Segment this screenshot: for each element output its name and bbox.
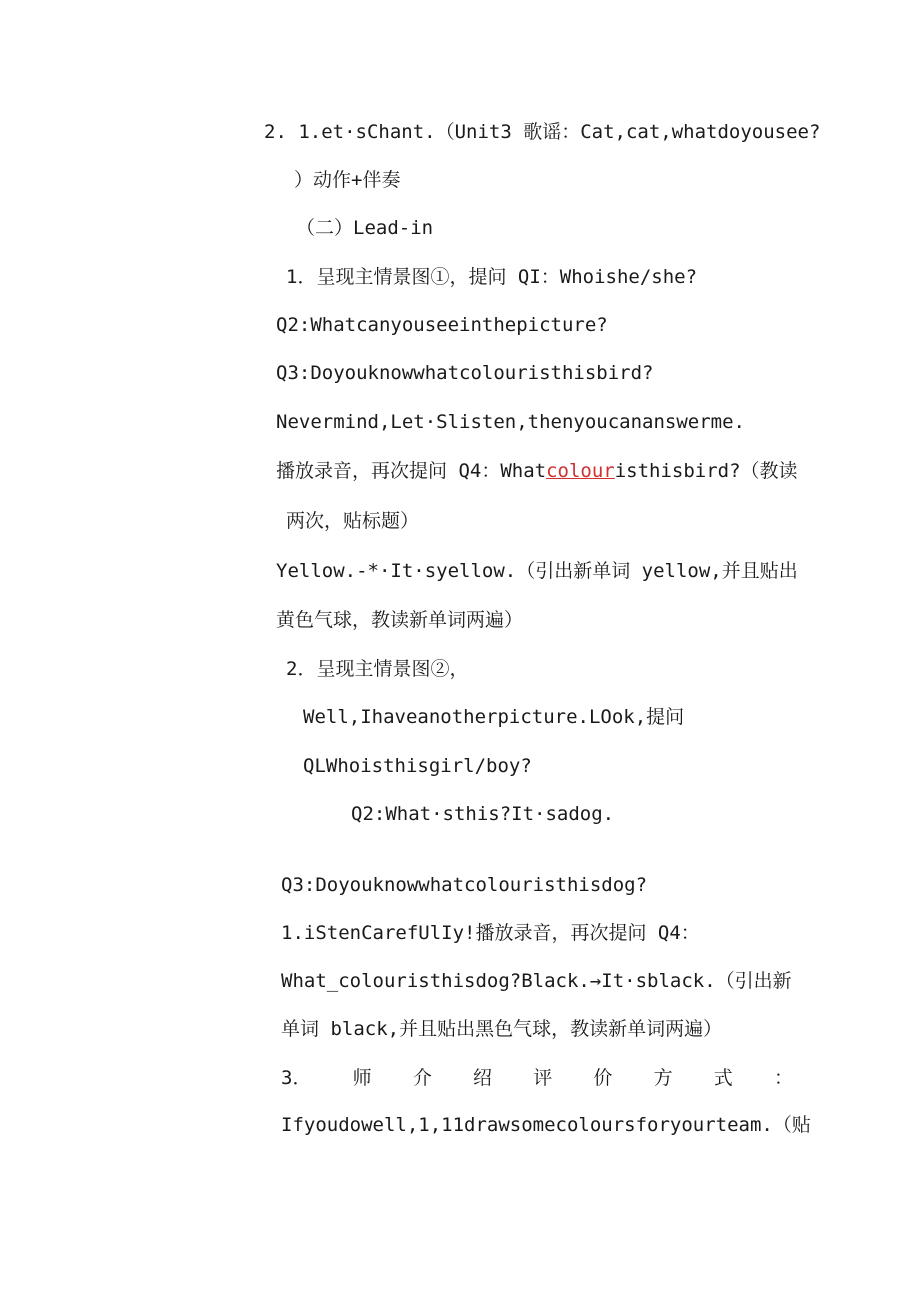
text-line: 单词 black,并且贴出黑色气球，教读新单词两遍） <box>281 1018 723 1040</box>
text-line: 2．呈现主情景图②， <box>286 658 469 680</box>
text-line: Q3:Doyouknowwhatcolouristhisdog? <box>281 874 648 896</box>
text-segment: 播放录音，再次提问 Q4：What <box>276 460 547 482</box>
text-char: 绍 <box>473 1067 493 1089</box>
text-char: ： <box>773 1067 793 1089</box>
text-line: 两次，贴标题） <box>286 510 420 532</box>
text-char: 式 <box>713 1067 733 1089</box>
text-char: 3． <box>281 1067 312 1089</box>
text-char: 介 <box>412 1067 432 1089</box>
text-line-spread <box>281 1066 793 1090</box>
text-line: Yellow.-*·It·syellow.（引出新单词 yellow,并且贴出 <box>276 560 798 582</box>
text-char: 价 <box>593 1067 613 1089</box>
text-char: 评 <box>533 1067 553 1089</box>
text-line: Q2:What·sthis?It·sadog. <box>351 803 615 825</box>
text-line: 黄色气球，教读新单词两遍） <box>276 609 524 631</box>
text-line: ）动作+伴奏 <box>294 169 401 191</box>
text-char: 方 <box>653 1067 673 1089</box>
text-line: Ifyoudowell,1,11drawsomecoloursforyourteam.（贴 <box>281 1114 811 1136</box>
text-line: 1．呈现主情景图①，提问 QI：Whoishe/she? <box>286 266 698 288</box>
text-line: （二）Lead-in <box>296 217 434 239</box>
text-line: QLWhoisthisgirl/boy? <box>303 755 532 777</box>
text-line: Well,Ihaveanotherpicture.LOok,提问 <box>303 706 685 728</box>
text-char: 师 <box>352 1067 372 1089</box>
text-line: Nevermind,Let·Slisten,thenyoucananswerme. <box>276 411 745 433</box>
text-segment: isthisbird?（教读 <box>614 460 798 482</box>
text-line: 1.iStenCarefUlIy!播放录音，再次提问 Q4： <box>281 922 700 944</box>
highlighted-word: colour <box>546 460 615 482</box>
text-line <box>276 459 798 483</box>
text-line: 2. 1.et·sChant.（Unit3 歌谣：Cat,cat,whatdoyousee? <box>264 121 821 143</box>
text-line: What_colouristhisdog?Black.→It·sblack.（引出新 <box>281 970 792 992</box>
text-line: Q3:Doyouknowwhatcolouristhisbird? <box>276 362 654 384</box>
text-line: Q2:Whatcanyouseeinthepicture? <box>276 314 608 336</box>
